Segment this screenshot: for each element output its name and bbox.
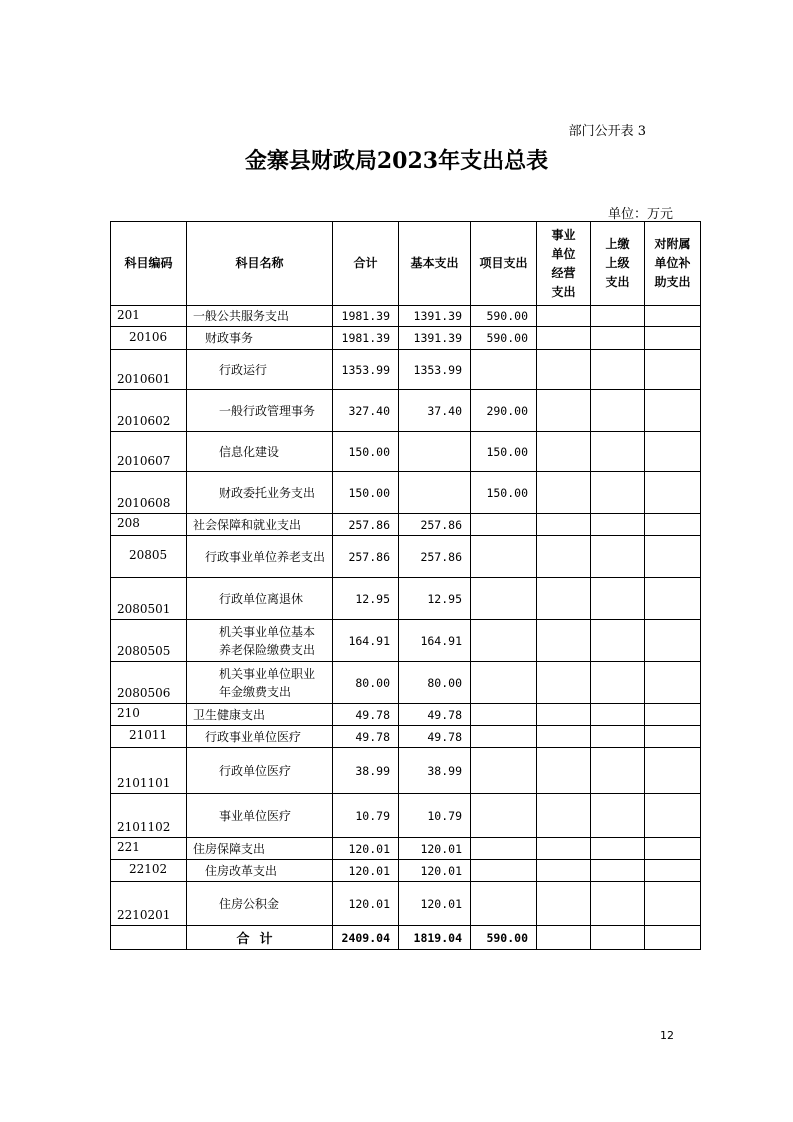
total-subsidy [645,926,701,950]
row-upper [591,306,645,327]
row-basic: 257.86 [399,536,471,578]
row-subsidy [645,620,701,662]
row-code: 2010601 [111,350,187,390]
header-business: 事业 单位 经营 支出 [537,222,591,306]
row-business [537,882,591,926]
header-code: 科目编码 [111,222,187,306]
row-project [471,726,537,748]
row-business [537,748,591,794]
row-total: 1981.39 [333,306,399,327]
row-name: 财政事务 [187,327,333,350]
row-upper [591,794,645,838]
row-basic: 120.01 [399,860,471,882]
row-name: 住房改革支出 [187,860,333,882]
row-business [537,860,591,882]
row-business [537,432,591,472]
row-upper [591,860,645,882]
row-total: 49.78 [333,726,399,748]
row-basic [399,472,471,514]
row-code: 21011 [111,726,187,748]
row-project: 590.00 [471,327,537,350]
row-basic: 120.01 [399,838,471,860]
row-code: 201 [111,306,187,327]
row-subsidy [645,432,701,472]
row-upper [591,748,645,794]
row-name: 行政运行 [187,350,333,390]
row-basic: 1391.39 [399,306,471,327]
row-project [471,514,537,536]
row-upper [591,327,645,350]
row-upper [591,704,645,726]
row-project: 590.00 [471,306,537,327]
row-project [471,704,537,726]
row-total: 10.79 [333,794,399,838]
header-project: 项目支出 [471,222,537,306]
row-code: 221 [111,838,187,860]
row-name: 信息化建设 [187,432,333,472]
row-total: 150.00 [333,472,399,514]
row-project: 290.00 [471,390,537,432]
table-row [111,620,701,662]
row-subsidy [645,536,701,578]
row-subsidy [645,726,701,748]
header-upper: 上缴 上级 支出 [591,222,645,306]
row-total: 12.95 [333,578,399,620]
row-business [537,726,591,748]
row-code: 2080501 [111,578,187,620]
row-basic: 37.40 [399,390,471,432]
row-total: 120.01 [333,882,399,926]
row-total: 49.78 [333,704,399,726]
row-upper [591,514,645,536]
row-upper [591,350,645,390]
total-row [111,926,701,950]
row-basic: 257.86 [399,514,471,536]
row-name: 机关事业单位基本养老保险缴费支出 [187,620,333,662]
row-name: 财政委托业务支出 [187,472,333,514]
row-subsidy [645,662,701,704]
row-name: 行政单位医疗 [187,748,333,794]
row-project: 150.00 [471,432,537,472]
row-business [537,794,591,838]
row-code: 22102 [111,860,187,882]
row-name: 机关事业单位职业年金缴费支出 [187,662,333,704]
row-basic: 120.01 [399,882,471,926]
row-subsidy [645,748,701,794]
row-upper [591,472,645,514]
total-basic: 1819.04 [399,926,471,950]
row-basic: 164.91 [399,620,471,662]
row-project [471,794,537,838]
row-name: 一般公共服务支出 [187,306,333,327]
row-code: 2101101 [111,748,187,794]
total-upper [591,926,645,950]
row-project [471,620,537,662]
row-code: 20106 [111,327,187,350]
row-upper [591,882,645,926]
row-subsidy [645,472,701,514]
row-name: 行政事业单位医疗 [187,726,333,748]
table-row [111,327,701,350]
row-total: 120.01 [333,860,399,882]
row-upper [591,432,645,472]
row-business [537,514,591,536]
row-total: 150.00 [333,432,399,472]
row-business [537,838,591,860]
row-code: 2101102 [111,794,187,838]
row-subsidy [645,350,701,390]
row-subsidy [645,860,701,882]
row-name: 行政事业单位养老支出 [187,536,333,578]
row-upper [591,620,645,662]
header-name: 科目名称 [187,222,333,306]
row-business [537,350,591,390]
row-basic: 38.99 [399,748,471,794]
row-code: 2080505 [111,620,187,662]
row-basic: 1353.99 [399,350,471,390]
page-title: 金寨县财政局2023年支出总表 [244,148,549,174]
table-row [111,662,701,704]
row-project [471,882,537,926]
row-code: 2010607 [111,432,187,472]
row-name: 事业单位医疗 [187,794,333,838]
document-label: 部门公开表 3 [568,124,646,139]
table-row [111,472,701,514]
table-row [111,882,701,926]
row-upper [591,390,645,432]
table-row [111,306,701,327]
table-row [111,536,701,578]
row-project [471,578,537,620]
row-code: 2210201 [111,882,187,926]
total-empty [111,926,187,950]
unit-label: 单位：万元 [607,207,673,222]
row-total: 257.86 [333,514,399,536]
row-total: 257.86 [333,536,399,578]
row-total: 120.01 [333,838,399,860]
row-project [471,350,537,390]
table-row [111,748,701,794]
row-code: 210 [111,704,187,726]
row-subsidy [645,578,701,620]
row-upper [591,838,645,860]
row-total: 38.99 [333,748,399,794]
row-total: 327.40 [333,390,399,432]
table-row [111,350,701,390]
row-code: 2010602 [111,390,187,432]
header-total: 合计 [333,222,399,306]
row-total: 80.00 [333,662,399,704]
row-business [537,578,591,620]
table-row [111,726,701,748]
total-business [537,926,591,950]
row-project [471,662,537,704]
table-row [111,432,701,472]
row-business [537,662,591,704]
expenditure-table [110,221,701,950]
header-subsidy: 对附属 单位补 助支出 [645,222,701,306]
row-upper [591,536,645,578]
row-upper [591,662,645,704]
row-subsidy [645,794,701,838]
row-basic: 49.78 [399,726,471,748]
row-business [537,704,591,726]
row-subsidy [645,514,701,536]
row-upper [591,578,645,620]
row-project [471,748,537,794]
table-row [111,578,701,620]
row-project: 150.00 [471,472,537,514]
row-business [537,536,591,578]
row-code: 208 [111,514,187,536]
row-business [537,620,591,662]
table-row [111,794,701,838]
row-business [537,327,591,350]
row-subsidy [645,390,701,432]
row-name: 一般行政管理事务 [187,390,333,432]
row-subsidy [645,327,701,350]
row-project [471,536,537,578]
row-project [471,860,537,882]
row-basic [399,432,471,472]
row-basic: 49.78 [399,704,471,726]
row-basic: 12.95 [399,578,471,620]
row-code: 2080506 [111,662,187,704]
row-business [537,472,591,514]
page-number: 12 [660,1029,674,1042]
table-row [111,838,701,860]
header-row [111,222,701,306]
row-code: 2010608 [111,472,187,514]
total-label: 合计 [187,926,333,950]
row-name: 卫生健康支出 [187,704,333,726]
row-subsidy [645,306,701,327]
header-basic: 基本支出 [399,222,471,306]
table-row [111,514,701,536]
row-total: 164.91 [333,620,399,662]
table-row [111,860,701,882]
row-name: 行政单位离退休 [187,578,333,620]
table-row [111,704,701,726]
row-name: 社会保障和就业支出 [187,514,333,536]
row-basic: 80.00 [399,662,471,704]
row-subsidy [645,882,701,926]
row-code: 20805 [111,536,187,578]
row-total: 1353.99 [333,350,399,390]
table-row [111,390,701,432]
row-subsidy [645,704,701,726]
row-subsidy [645,838,701,860]
row-name: 住房公积金 [187,882,333,926]
row-total: 1981.39 [333,327,399,350]
total-sum: 2409.04 [333,926,399,950]
row-business [537,390,591,432]
row-name: 住房保障支出 [187,838,333,860]
row-basic: 1391.39 [399,327,471,350]
total-project: 590.00 [471,926,537,950]
row-business [537,306,591,327]
row-project [471,838,537,860]
row-basic: 10.79 [399,794,471,838]
row-upper [591,726,645,748]
